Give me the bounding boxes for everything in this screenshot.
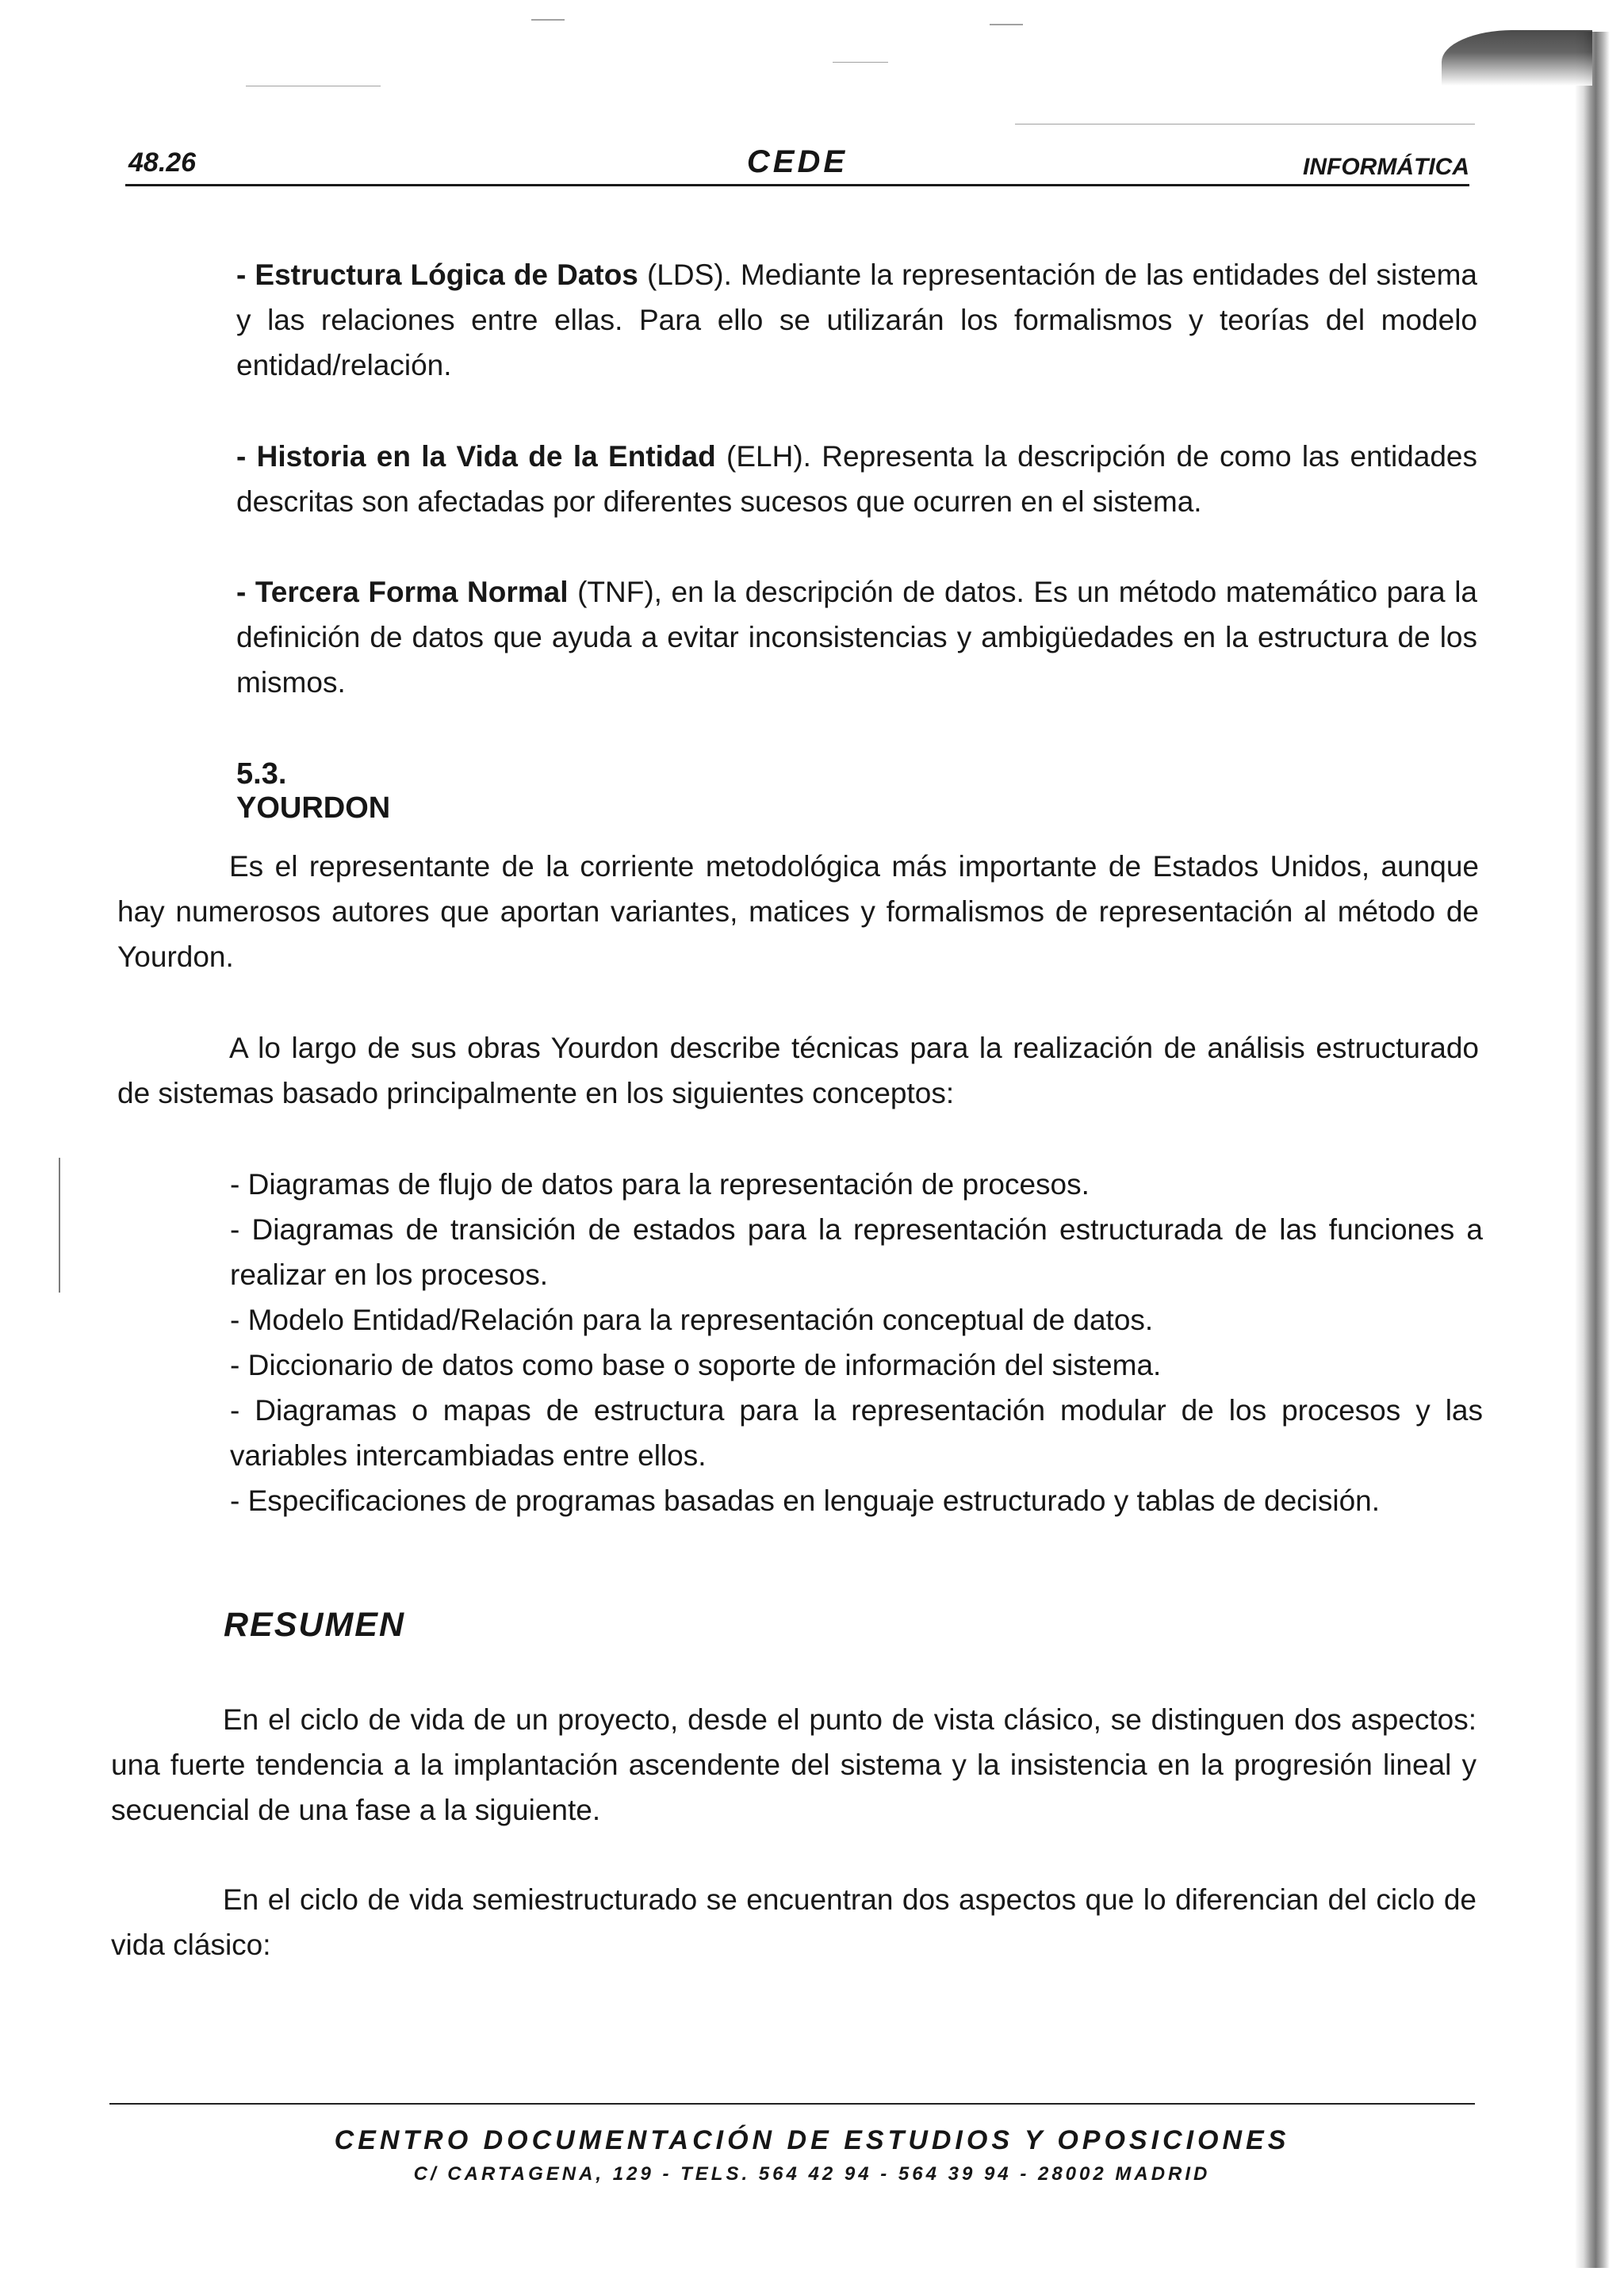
paragraph-yourdon-2: A lo largo de sus obras Yourdon describe técnicas para la realización de análisis estructurado de sistemas basado principalmente en los siguientes conceptos: — [117, 1032, 1479, 1109]
book-title: CEDE — [746, 144, 848, 179]
section-name: INFORMÁTICA — [1303, 154, 1469, 180]
paragraph-resumen-2: En el ciclo de vida semiestructurado se encuentran dos aspectos que lo diferencian del ciclo de vida clásico: — [111, 1883, 1477, 1961]
paragraph-resumen-1: En el ciclo de vida de un proyecto, desde el punto de vista clásico, se distinguen dos aspectos: una fuerte tendencia a la implantación ascendente del sistema y la insistencia en la progresión lineal y secuencial de una fase a la siguiente. — [111, 1703, 1477, 1826]
term-tnf: - Tercera Forma Normal — [236, 576, 569, 608]
scan-noise-line — [833, 62, 888, 63]
paragraph-lds — [236, 252, 1477, 388]
text-lds: (LDS). Mediante la representación de las entidades del sistema y las relaciones entre ellas. Para ello se utilizarán los formalismos y teorías del modelo entidad/relación. — [236, 259, 1477, 381]
text-elh: (ELH). Representa la descripción de como las entidades descritas son afectadas por diferentes sucesos que ocurren en el sistema. — [236, 440, 1477, 518]
list-item: - Especificaciones de programas basadas en lenguaje estructurado y tablas de decisión. — [230, 1484, 1381, 1517]
paragraph-tnf — [236, 569, 1477, 705]
footer-address: C/ CARTAGENA, 129 - TELS. 564 42 94 - 564 39 94 - 28002 MADRID — [413, 2163, 1211, 2185]
term-elh: - Historia en la Vida de la Entidad — [236, 440, 716, 473]
concepts-list — [230, 1162, 1483, 1523]
list-item: - Modelo Entidad/Relación para la representación conceptual de datos. — [230, 1304, 1154, 1336]
section-heading-resumen: RESUMEN — [224, 1606, 406, 1644]
scan-shadow-corner — [1442, 30, 1592, 86]
list-item: - Diccionario de datos como base o soporte de información del sistema. — [230, 1349, 1162, 1381]
text-tnf: (TNF), en la descripción de datos. Es un método matemático para la definición de datos que ayuda a evitar inconsistencias y ambigüedades en la estructura de los mismos. — [236, 576, 1477, 699]
margin-pencil-mark — [59, 1158, 60, 1293]
footer-institution: CENTRO DOCUMENTACIÓN DE ESTUDIOS Y OPOSICIONES — [334, 2125, 1290, 2155]
scan-noise-line — [990, 24, 1023, 25]
list-item: - Diagramas o mapas de estructura para la representación modular de los procesos y las variables intercambiadas entre ellos. — [230, 1394, 1483, 1472]
scan-shadow-edge — [1575, 32, 1610, 2268]
term-lds: - Estructura Lógica de Datos — [236, 259, 638, 291]
page-header — [125, 144, 1469, 186]
list-item: - Diagramas de flujo de datos para la representación de procesos. — [230, 1168, 1090, 1201]
scan-noise-line — [531, 19, 565, 21]
list-item: - Diagramas de transición de estados para la representación estructurada de las funciones a realizar en los procesos. — [230, 1213, 1483, 1291]
section-heading-yourdon: 5.3. YOURDON — [236, 757, 391, 825]
page-number: 48.26 — [128, 147, 197, 178]
paragraph-elh — [236, 434, 1477, 524]
paragraph-yourdon-1: Es el representante de la corriente metodológica más importante de Estados Unidos, aunque hay numerosos autores que aportan variantes, matices y formalismos de representación al método de Yourdon. — [117, 850, 1479, 973]
footer-rule — [109, 2103, 1475, 2105]
